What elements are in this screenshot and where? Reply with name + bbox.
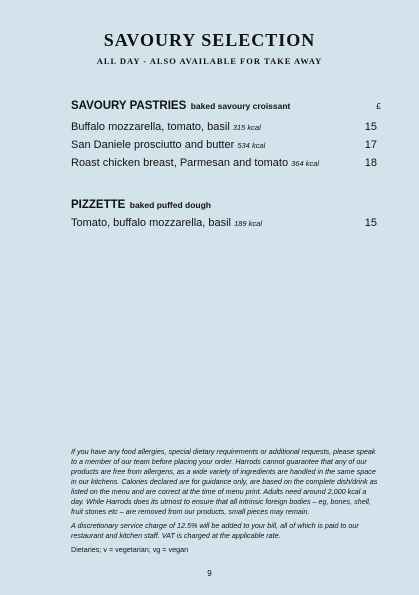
menu-item-label [71, 121, 261, 133]
menu-item-price: 15 [364, 217, 377, 229]
currency-symbol: £ [376, 101, 381, 111]
section-header-savoury-pastries [71, 96, 381, 114]
menu-item-label [71, 217, 262, 229]
footer-notes [71, 447, 381, 559]
section-header-pizzette [71, 195, 381, 213]
menu-item-kcal: 315 kcal [232, 123, 261, 132]
menu-item [71, 139, 377, 151]
menu-item-name: Roast chicken breast, Parmesan and tomato [71, 157, 289, 169]
menu-item-kcal: 189 kcal [234, 219, 262, 228]
section-description: baked puffed dough [129, 200, 211, 210]
allergy-notice: If you have any food allergies, special dietary requirements or additional requests, please speak to a member of our team before placing your order. Harrods cannot guarantee that any of our products are free from allergens, as a wide variety of ingredients are handled in the same space in our kitchens. Calories declared are for guidance only, are based on the complete dish/drink as listed on the menu and are correct at the time of menu print. Adults need around 2,000 kcal a day. While Harrods does its utmost to ensure that all intrinsic foreign bodies – eg, bones, shell, fruit stones etc – are removed from our products, small pieces may remain. [71, 447, 378, 516]
page-number: 9 [207, 569, 212, 578]
section-name: SAVOURY PASTRIES [71, 100, 187, 112]
menu-item [71, 157, 377, 169]
menu-item-price: 15 [364, 121, 377, 133]
section-name: PIZZETTE [71, 199, 126, 211]
page-subtitle: ALL DAY - ALSO AVAILABLE FOR TAKE AWAY [96, 56, 323, 66]
menu-item-name: Tomato, buffalo mozzarella, basil [71, 217, 231, 229]
menu-item-label [71, 139, 265, 151]
menu-item-label [71, 157, 319, 169]
menu-item-kcal: 534 kcal [237, 141, 266, 150]
menu-item-name: San Daniele prosciutto and butter [71, 139, 235, 151]
menu-item-name: Buffalo mozzarella, tomato, basil [71, 121, 230, 133]
service-charge-notice: A discretionary service charge of 12.5% will be added to your bill, all of which is paid to our restaurant and kitchen staff. VAT is charged at the applicable rate. [71, 521, 359, 540]
page-title: SAVOURY SELECTION [103, 30, 316, 50]
menu-item [71, 121, 377, 133]
dietaries-key: Dietaries; v = vegetarian; vg = vegan [71, 545, 189, 554]
section-title [71, 195, 211, 213]
menu-item-kcal: 364 kcal [291, 159, 320, 168]
menu-item [71, 217, 377, 229]
section-description: baked savoury croissant [190, 101, 291, 111]
menu-item-price: 18 [364, 157, 377, 169]
section-title [71, 96, 290, 114]
menu-item-price: 17 [364, 139, 377, 151]
